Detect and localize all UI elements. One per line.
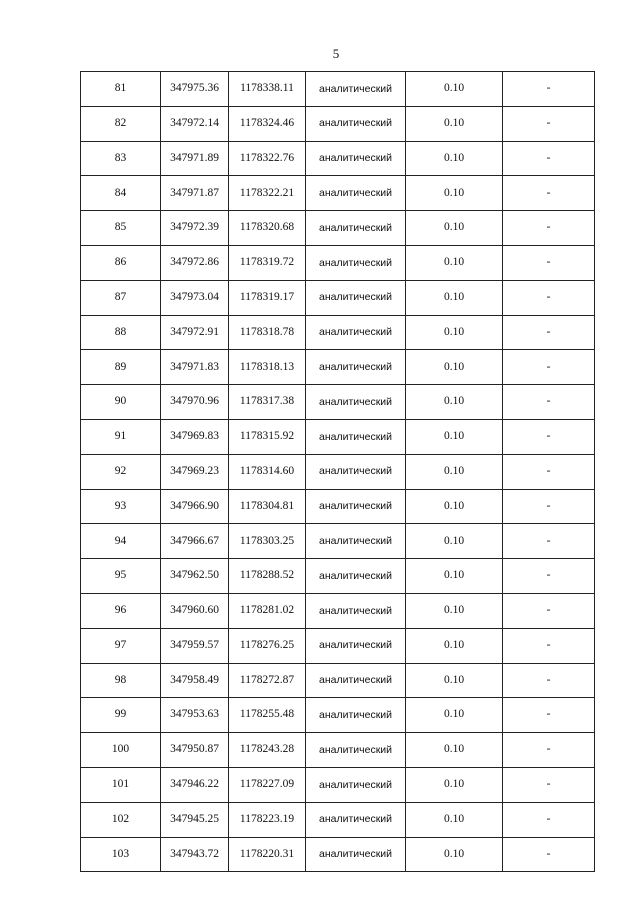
coordinates-table bbox=[80, 71, 595, 872]
method-cell: аналитический bbox=[306, 211, 406, 246]
point-number-cell: 87 bbox=[81, 280, 161, 315]
x-coordinate-cell: 347946.22 bbox=[161, 767, 229, 802]
y-coordinate-cell: 1178318.13 bbox=[229, 350, 306, 385]
accuracy-cell: 0.10 bbox=[406, 245, 503, 280]
x-coordinate-cell: 347971.89 bbox=[161, 141, 229, 176]
y-coordinate-cell: 1178281.02 bbox=[229, 593, 306, 628]
x-coordinate-cell: 347972.39 bbox=[161, 211, 229, 246]
point-number-cell: 102 bbox=[81, 802, 161, 837]
y-coordinate-cell: 1178220.31 bbox=[229, 837, 306, 872]
x-coordinate-cell: 347970.96 bbox=[161, 385, 229, 420]
accuracy-cell: 0.10 bbox=[406, 211, 503, 246]
x-coordinate-cell: 347966.90 bbox=[161, 489, 229, 524]
accuracy-cell: 0.10 bbox=[406, 663, 503, 698]
accuracy-cell: 0.10 bbox=[406, 489, 503, 524]
y-coordinate-cell: 1178243.28 bbox=[229, 733, 306, 768]
note-cell: - bbox=[503, 385, 595, 420]
note-cell: - bbox=[503, 559, 595, 594]
note-cell: - bbox=[503, 245, 595, 280]
point-number-cell: 82 bbox=[81, 106, 161, 141]
note-cell: - bbox=[503, 733, 595, 768]
x-coordinate-cell: 347972.86 bbox=[161, 245, 229, 280]
point-number-cell: 97 bbox=[81, 628, 161, 663]
x-coordinate-cell: 347975.36 bbox=[161, 72, 229, 107]
table-row bbox=[81, 628, 595, 663]
method-cell: аналитический bbox=[306, 767, 406, 802]
accuracy-cell: 0.10 bbox=[406, 350, 503, 385]
x-coordinate-cell: 347969.23 bbox=[161, 454, 229, 489]
accuracy-cell: 0.10 bbox=[406, 593, 503, 628]
x-coordinate-cell: 347945.25 bbox=[161, 802, 229, 837]
table-row bbox=[81, 72, 595, 107]
method-cell: аналитический bbox=[306, 454, 406, 489]
table-row bbox=[81, 315, 595, 350]
accuracy-cell: 0.10 bbox=[406, 559, 503, 594]
accuracy-cell: 0.10 bbox=[406, 767, 503, 802]
table-row bbox=[81, 767, 595, 802]
method-cell: аналитический bbox=[306, 176, 406, 211]
accuracy-cell: 0.10 bbox=[406, 419, 503, 454]
x-coordinate-cell: 347972.91 bbox=[161, 315, 229, 350]
method-cell: аналитический bbox=[306, 489, 406, 524]
x-coordinate-cell: 347959.57 bbox=[161, 628, 229, 663]
coordinates-table-body bbox=[81, 72, 595, 872]
note-cell: - bbox=[503, 141, 595, 176]
point-number-cell: 99 bbox=[81, 698, 161, 733]
table-row bbox=[81, 211, 595, 246]
note-cell: - bbox=[503, 628, 595, 663]
table-row bbox=[81, 280, 595, 315]
note-cell: - bbox=[503, 106, 595, 141]
note-cell: - bbox=[503, 524, 595, 559]
note-cell: - bbox=[503, 663, 595, 698]
point-number-cell: 101 bbox=[81, 767, 161, 802]
note-cell: - bbox=[503, 72, 595, 107]
x-coordinate-cell: 347962.50 bbox=[161, 559, 229, 594]
method-cell: аналитический bbox=[306, 628, 406, 663]
point-number-cell: 93 bbox=[81, 489, 161, 524]
accuracy-cell: 0.10 bbox=[406, 385, 503, 420]
x-coordinate-cell: 347953.63 bbox=[161, 698, 229, 733]
point-number-cell: 95 bbox=[81, 559, 161, 594]
note-cell: - bbox=[503, 698, 595, 733]
point-number-cell: 81 bbox=[81, 72, 161, 107]
method-cell: аналитический bbox=[306, 72, 406, 107]
y-coordinate-cell: 1178315.92 bbox=[229, 419, 306, 454]
y-coordinate-cell: 1178304.81 bbox=[229, 489, 306, 524]
y-coordinate-cell: 1178272.87 bbox=[229, 663, 306, 698]
accuracy-cell: 0.10 bbox=[406, 106, 503, 141]
method-cell: аналитический bbox=[306, 802, 406, 837]
accuracy-cell: 0.10 bbox=[406, 524, 503, 559]
y-coordinate-cell: 1178255.48 bbox=[229, 698, 306, 733]
y-coordinate-cell: 1178338.11 bbox=[229, 72, 306, 107]
table-row bbox=[81, 837, 595, 872]
page-number: 5 bbox=[332, 46, 340, 61]
accuracy-cell: 0.10 bbox=[406, 141, 503, 176]
table-row bbox=[81, 141, 595, 176]
x-coordinate-cell: 347969.83 bbox=[161, 419, 229, 454]
x-coordinate-cell: 347950.87 bbox=[161, 733, 229, 768]
x-coordinate-cell: 347960.60 bbox=[161, 593, 229, 628]
table-row bbox=[81, 559, 595, 594]
method-cell: аналитический bbox=[306, 593, 406, 628]
accuracy-cell: 0.10 bbox=[406, 454, 503, 489]
point-number-cell: 103 bbox=[81, 837, 161, 872]
point-number-cell: 91 bbox=[81, 419, 161, 454]
point-number-cell: 96 bbox=[81, 593, 161, 628]
x-coordinate-cell: 347958.49 bbox=[161, 663, 229, 698]
x-coordinate-cell: 347966.67 bbox=[161, 524, 229, 559]
method-cell: аналитический bbox=[306, 350, 406, 385]
point-number-cell: 100 bbox=[81, 733, 161, 768]
table-row bbox=[81, 106, 595, 141]
accuracy-cell: 0.10 bbox=[406, 837, 503, 872]
point-number-cell: 84 bbox=[81, 176, 161, 211]
table-row bbox=[81, 593, 595, 628]
accuracy-cell: 0.10 bbox=[406, 802, 503, 837]
note-cell: - bbox=[503, 280, 595, 315]
accuracy-cell: 0.10 bbox=[406, 698, 503, 733]
point-number-cell: 88 bbox=[81, 315, 161, 350]
table-row bbox=[81, 698, 595, 733]
note-cell: - bbox=[503, 211, 595, 246]
method-cell: аналитический bbox=[306, 698, 406, 733]
x-coordinate-cell: 347971.83 bbox=[161, 350, 229, 385]
method-cell: аналитический bbox=[306, 245, 406, 280]
note-cell: - bbox=[503, 419, 595, 454]
y-coordinate-cell: 1178319.17 bbox=[229, 280, 306, 315]
x-coordinate-cell: 347972.14 bbox=[161, 106, 229, 141]
y-coordinate-cell: 1178276.25 bbox=[229, 628, 306, 663]
method-cell: аналитический bbox=[306, 559, 406, 594]
y-coordinate-cell: 1178314.60 bbox=[229, 454, 306, 489]
method-cell: аналитический bbox=[306, 385, 406, 420]
y-coordinate-cell: 1178317.38 bbox=[229, 385, 306, 420]
method-cell: аналитический bbox=[306, 280, 406, 315]
point-number-cell: 98 bbox=[81, 663, 161, 698]
method-cell: аналитический bbox=[306, 141, 406, 176]
y-coordinate-cell: 1178288.52 bbox=[229, 559, 306, 594]
point-number-cell: 83 bbox=[81, 141, 161, 176]
table-row bbox=[81, 802, 595, 837]
point-number-cell: 86 bbox=[81, 245, 161, 280]
table-row bbox=[81, 419, 595, 454]
point-number-cell: 89 bbox=[81, 350, 161, 385]
y-coordinate-cell: 1178320.68 bbox=[229, 211, 306, 246]
accuracy-cell: 0.10 bbox=[406, 72, 503, 107]
note-cell: - bbox=[503, 454, 595, 489]
table-row bbox=[81, 350, 595, 385]
method-cell: аналитический bbox=[306, 315, 406, 350]
table-row bbox=[81, 524, 595, 559]
method-cell: аналитический bbox=[306, 524, 406, 559]
y-coordinate-cell: 1178227.09 bbox=[229, 767, 306, 802]
table-row bbox=[81, 454, 595, 489]
method-cell: аналитический bbox=[306, 106, 406, 141]
table-row bbox=[81, 663, 595, 698]
y-coordinate-cell: 1178303.25 bbox=[229, 524, 306, 559]
x-coordinate-cell: 347971.87 bbox=[161, 176, 229, 211]
accuracy-cell: 0.10 bbox=[406, 628, 503, 663]
accuracy-cell: 0.10 bbox=[406, 280, 503, 315]
y-coordinate-cell: 1178318.78 bbox=[229, 315, 306, 350]
table-row bbox=[81, 489, 595, 524]
accuracy-cell: 0.10 bbox=[406, 733, 503, 768]
x-coordinate-cell: 347973.04 bbox=[161, 280, 229, 315]
note-cell: - bbox=[503, 837, 595, 872]
y-coordinate-cell: 1178223.19 bbox=[229, 802, 306, 837]
point-number-cell: 85 bbox=[81, 211, 161, 246]
note-cell: - bbox=[503, 489, 595, 524]
point-number-cell: 90 bbox=[81, 385, 161, 420]
table-row bbox=[81, 385, 595, 420]
method-cell: аналитический bbox=[306, 837, 406, 872]
method-cell: аналитический bbox=[306, 419, 406, 454]
y-coordinate-cell: 1178319.72 bbox=[229, 245, 306, 280]
method-cell: аналитический bbox=[306, 733, 406, 768]
point-number-cell: 92 bbox=[81, 454, 161, 489]
x-coordinate-cell: 347943.72 bbox=[161, 837, 229, 872]
note-cell: - bbox=[503, 176, 595, 211]
accuracy-cell: 0.10 bbox=[406, 176, 503, 211]
note-cell: - bbox=[503, 593, 595, 628]
point-number-cell: 94 bbox=[81, 524, 161, 559]
note-cell: - bbox=[503, 767, 595, 802]
note-cell: - bbox=[503, 802, 595, 837]
method-cell: аналитический bbox=[306, 663, 406, 698]
table-row bbox=[81, 733, 595, 768]
accuracy-cell: 0.10 bbox=[406, 315, 503, 350]
table-row bbox=[81, 176, 595, 211]
note-cell: - bbox=[503, 315, 595, 350]
note-cell: - bbox=[503, 350, 595, 385]
y-coordinate-cell: 1178322.76 bbox=[229, 141, 306, 176]
table-row bbox=[81, 245, 595, 280]
y-coordinate-cell: 1178324.46 bbox=[229, 106, 306, 141]
y-coordinate-cell: 1178322.21 bbox=[229, 176, 306, 211]
